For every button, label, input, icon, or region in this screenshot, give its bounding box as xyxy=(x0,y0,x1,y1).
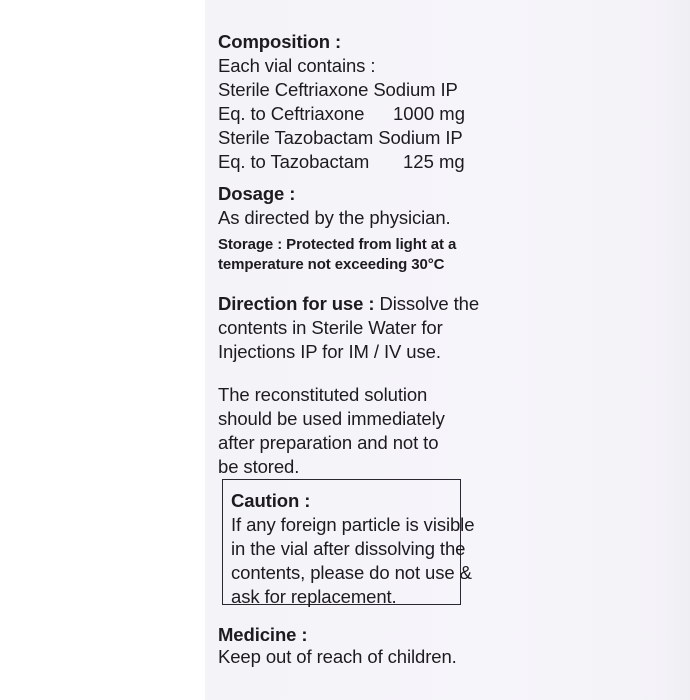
composition-item1-qty: 1000 mg xyxy=(393,103,465,124)
composition-item2-eq: Eq. to Tazobactam xyxy=(218,151,370,172)
dosage-heading: Dosage : xyxy=(218,183,296,204)
caution-line3: contents, please do not use & xyxy=(231,562,472,583)
caution-line2: in the vial after dissolving the xyxy=(231,538,466,559)
caution-line1: If any foreign particle is visible xyxy=(231,514,475,535)
reconstituted-line2: should be used immediately xyxy=(218,408,445,429)
composition-item2-name: Sterile Tazobactam Sodium IP xyxy=(218,127,463,148)
composition-intro: Each vial contains : xyxy=(218,55,376,76)
direction-line3: Injections IP for IM / IV use. xyxy=(218,341,441,362)
caution-heading: Caution : xyxy=(231,490,311,511)
composition-item1-eq: Eq. to Ceftriaxone xyxy=(218,103,365,124)
caution-line4: ask for replacement. xyxy=(231,586,397,607)
medicine-text: Keep out of reach of children. xyxy=(218,646,457,667)
direction-line1 xyxy=(218,293,479,315)
reconstituted-line3: after preparation and not to xyxy=(218,432,439,453)
reconstituted-line1: The reconstituted solution xyxy=(218,384,428,405)
direction-line1-text: Dissolve the xyxy=(374,293,480,314)
composition-item1-name: Sterile Ceftriaxone Sodium IP xyxy=(218,79,458,100)
direction-line2: contents in Sterile Water for xyxy=(218,317,443,338)
reconstituted-line4: be stored. xyxy=(218,456,300,477)
storage-line2: temperature not exceeding 30°C xyxy=(218,256,445,273)
composition-item2-qty: 125 mg xyxy=(403,151,465,172)
medicine-heading: Medicine : xyxy=(218,624,308,645)
storage-line1: Storage : Protected from light at a xyxy=(218,236,457,253)
direction-heading: Direction for use : xyxy=(218,293,375,314)
dosage-text: As directed by the physician. xyxy=(218,207,451,228)
composition-heading: Composition : xyxy=(218,31,342,52)
